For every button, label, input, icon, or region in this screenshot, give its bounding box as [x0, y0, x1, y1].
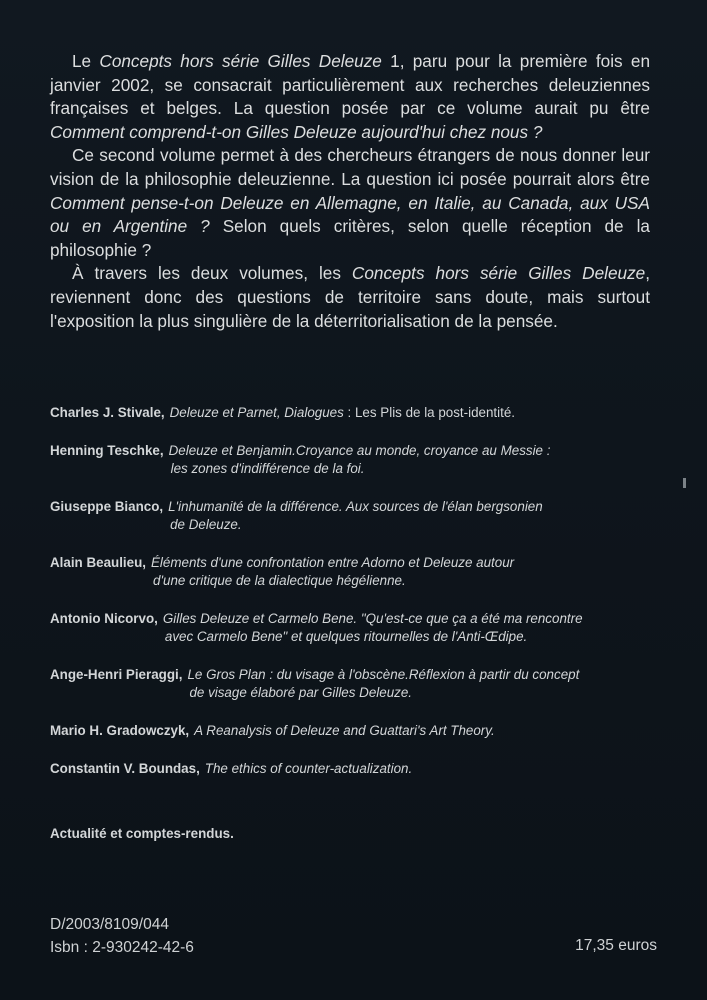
intro-p1-question: Comment comprend-t-on Gilles Deleuze aujourd'hui chez nous ? [50, 121, 543, 142]
intro-p2-text: Ce second volume permet à des chercheurs étrangers de nous donner leur vision de la philosophie deleuzienne. La question ici posée pourrait alors être [50, 145, 650, 189]
contents-entry [50, 666, 660, 702]
entry-title [187, 666, 579, 702]
entry-title-line1: Deleuze et Parnet, Dialogues [169, 405, 344, 420]
contents-entry [50, 610, 660, 646]
intro-p1-text: Le [72, 51, 100, 71]
contents-entry [50, 554, 660, 590]
contents-entry [50, 760, 660, 778]
entry-author: Giuseppe Bianco, [50, 499, 164, 514]
intro-paragraph-1 [50, 50, 650, 144]
entry-title-line2: les zones d'indifférence de la foi. [170, 461, 365, 476]
intro-p1-text-2: 1, paru pour la première fois en janvier 2002, se consacrait particulièrement aux recherches deleuziennes françaises et belges. La question posée par ce volume aurait pu être [50, 51, 650, 119]
entry-title-line1: Le Gros Plan : du visage à l'obscène.Réflexion à partir du concept [187, 667, 580, 682]
contents-entry [50, 722, 660, 740]
intro-p1-series-title: Concepts hors série Gilles Deleuze [99, 51, 382, 71]
intro-p2-question: Comment pense-t-on Deleuze en Allemagne, en Italie, au Canada, aux USA ou en Argentine ? [50, 192, 650, 237]
entry-title-line2: d'une critique de la dialectique hégélienne. [153, 573, 406, 588]
entry-title-line1: Éléments d'une confrontation entre Adorno et Deleuze autour [151, 555, 515, 570]
intro-p3-series-title: Concepts hors série Gilles Deleuze [351, 263, 646, 284]
entry-author: Henning Teschke, [50, 443, 164, 458]
entry-title-line1: Gilles Deleuze et Carmelo Bene. "Qu'est-ce que ça a été ma rencontre [162, 611, 583, 626]
entry-title-line1: Deleuze et Benjamin.Croyance au monde, croyance au Messie : [168, 443, 551, 458]
contents-entry [50, 404, 660, 422]
entry-title [205, 760, 412, 778]
entry-title-line1: The ethics of counter-actualization. [204, 761, 413, 776]
entry-title [168, 498, 543, 534]
legal-deposit-number: D/2003/8109/044 [50, 916, 169, 933]
entry-title [151, 554, 514, 590]
entry-author: Charles J. Stivale, [50, 405, 165, 420]
intro-paragraph-3 [50, 262, 650, 333]
intro-p3-text: À travers les deux volumes, les [72, 263, 352, 284]
entry-title-line2: de Deleuze. [170, 517, 242, 532]
contents-entry [50, 442, 660, 478]
intro-p2-text-2: Selon quels critères, selon quelle réception de la philosophie ? [50, 216, 650, 260]
entry-author: Alain Beaulieu, [50, 555, 146, 570]
entry-author: Ange-Henri Pieraggi, [50, 667, 183, 682]
entry-author: Antonio Nicorvo, [50, 611, 158, 626]
entry-title-line2: avec Carmelo Bene" et quelques ritournelles de l'Anti-Œdipe. [164, 629, 528, 644]
entry-title [170, 404, 515, 422]
print-speck [683, 478, 686, 488]
isbn: Isbn : 2-930242-42-6 [50, 939, 194, 956]
news-and-reviews-heading: Actualité et comptes-rendus. [50, 826, 234, 841]
entry-author: Constantin V. Boundas, [50, 761, 200, 776]
entry-title [163, 610, 583, 646]
price: 17,35 euros [575, 937, 657, 954]
entry-title-line2: de visage élaboré par Gilles Deleuze. [189, 685, 413, 700]
entry-title [194, 722, 495, 740]
entry-title [169, 442, 551, 478]
entry-title-line1: A Reanalysis of Deleuze and Guattari's Art Theory. [194, 723, 495, 738]
contents-entry [50, 498, 660, 534]
entry-title-line1-upright: : Les Plis de la post-identité. [343, 405, 516, 420]
table-of-contents [50, 404, 660, 798]
entry-author: Mario H. Gradowczyk, [50, 723, 190, 738]
entry-title-line1: L'inhumanité de la différence. Aux sources de l'élan bergsonien [168, 499, 543, 514]
intro-p3-text-2: , reviennent donc des questions de territoire sans doute, mais surtout l'exposition la plus singulière de la déterritorialisation de la pensée. [50, 263, 650, 331]
intro-text [50, 50, 650, 333]
legal-info [50, 913, 194, 959]
intro-paragraph-2 [50, 144, 650, 262]
